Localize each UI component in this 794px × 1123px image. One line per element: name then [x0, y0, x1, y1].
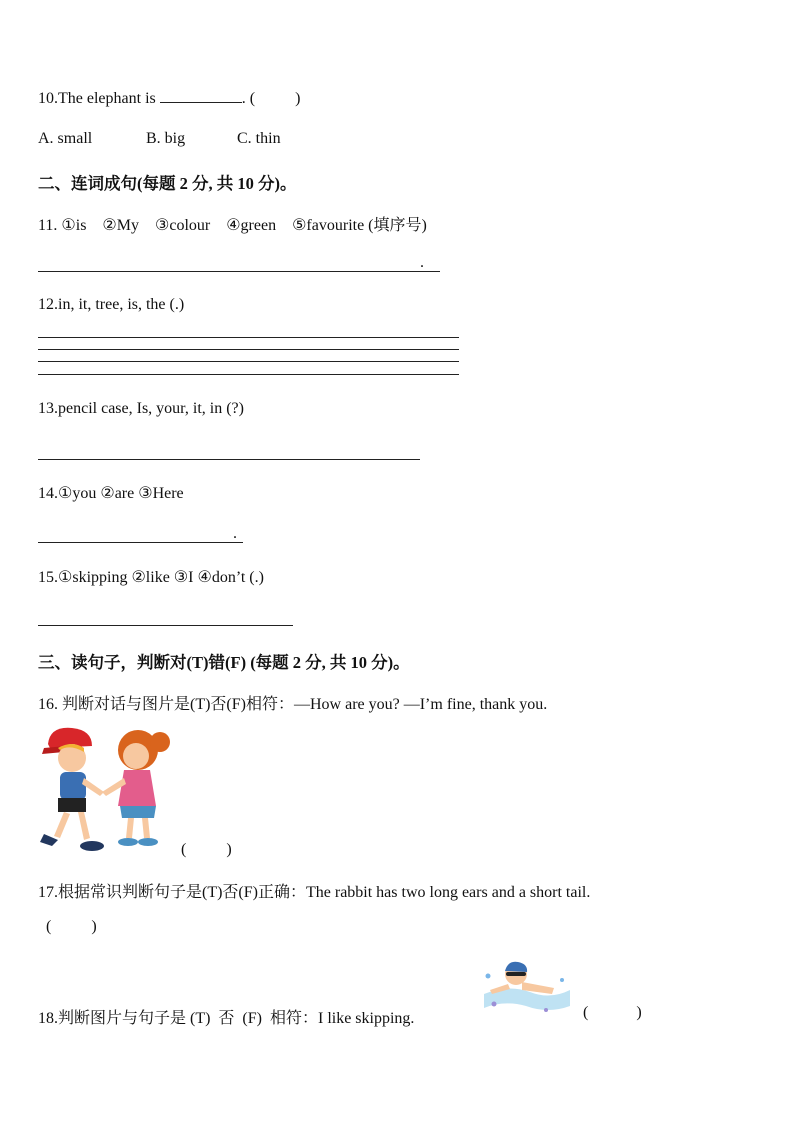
q10-option-b: B. big — [146, 130, 186, 147]
q10-option-a: A. small — [38, 130, 93, 147]
section-3-title: 三、读句子，判断对(T)错(F) (每题 2 分, 共 10 分)。 — [38, 653, 410, 672]
swimmer-illustration — [478, 954, 574, 1018]
q15-text: 15.①skipping ②like ③I ④don’t (.) — [38, 569, 264, 586]
q18-text: 18.判断图片与句子是 (T) 否 (F) 相符：I like skipping. — [38, 1010, 415, 1027]
q10-paren-open: . ( — [241, 90, 256, 107]
q12-answer-line-3[interactable] — [38, 361, 459, 362]
q12-answer-line-2[interactable] — [38, 349, 459, 350]
q12-text: 12.in, it, tree, is, the (.) — [38, 296, 185, 313]
q16-answer-paren[interactable]: ( ) — [181, 841, 232, 858]
q17-answer-paren[interactable]: ( ) — [46, 918, 97, 935]
q14-text: 14.①you ②are ③Here — [38, 485, 184, 502]
q10-answer-blank[interactable] — [160, 88, 242, 103]
q10-text: 10.The elephant is — [38, 90, 156, 107]
q12-answer-line-4[interactable] — [38, 374, 459, 375]
q10-option-c: C. thin — [237, 130, 281, 147]
q13-answer-line[interactable] — [38, 459, 420, 460]
q17-text: 17.根据常识判断句子是(T)否(F)正确：The rabbit has two long ears and a short tail. — [38, 884, 591, 901]
q13-text: 13.pencil case, Is, your, it, in (?) — [38, 400, 244, 417]
section-2-title: 二、连词成句(每题 2 分, 共 10 分)。 — [38, 174, 297, 193]
kids-holding-hands-illustration — [36, 722, 176, 858]
q14-answer-line[interactable] — [38, 542, 243, 543]
q14-period: . — [233, 525, 237, 542]
q15-answer-line[interactable] — [38, 625, 293, 626]
q16-text: 16. 判断对话与图片是(T)否(F)相符：—How are you? —I’m fine, thank you. — [38, 696, 548, 713]
q11-answer-line[interactable] — [38, 271, 440, 272]
q10-line — [38, 88, 300, 108]
q11-period: . — [420, 254, 424, 271]
q11-text: 11. ①is ②My ③colour ④green ⑤favourite (填序号) — [38, 217, 427, 234]
q12-answer-line-1[interactable] — [38, 337, 459, 338]
q18-answer-paren[interactable]: ( ) — [583, 1004, 642, 1021]
q10-paren-close: ) — [295, 90, 301, 107]
